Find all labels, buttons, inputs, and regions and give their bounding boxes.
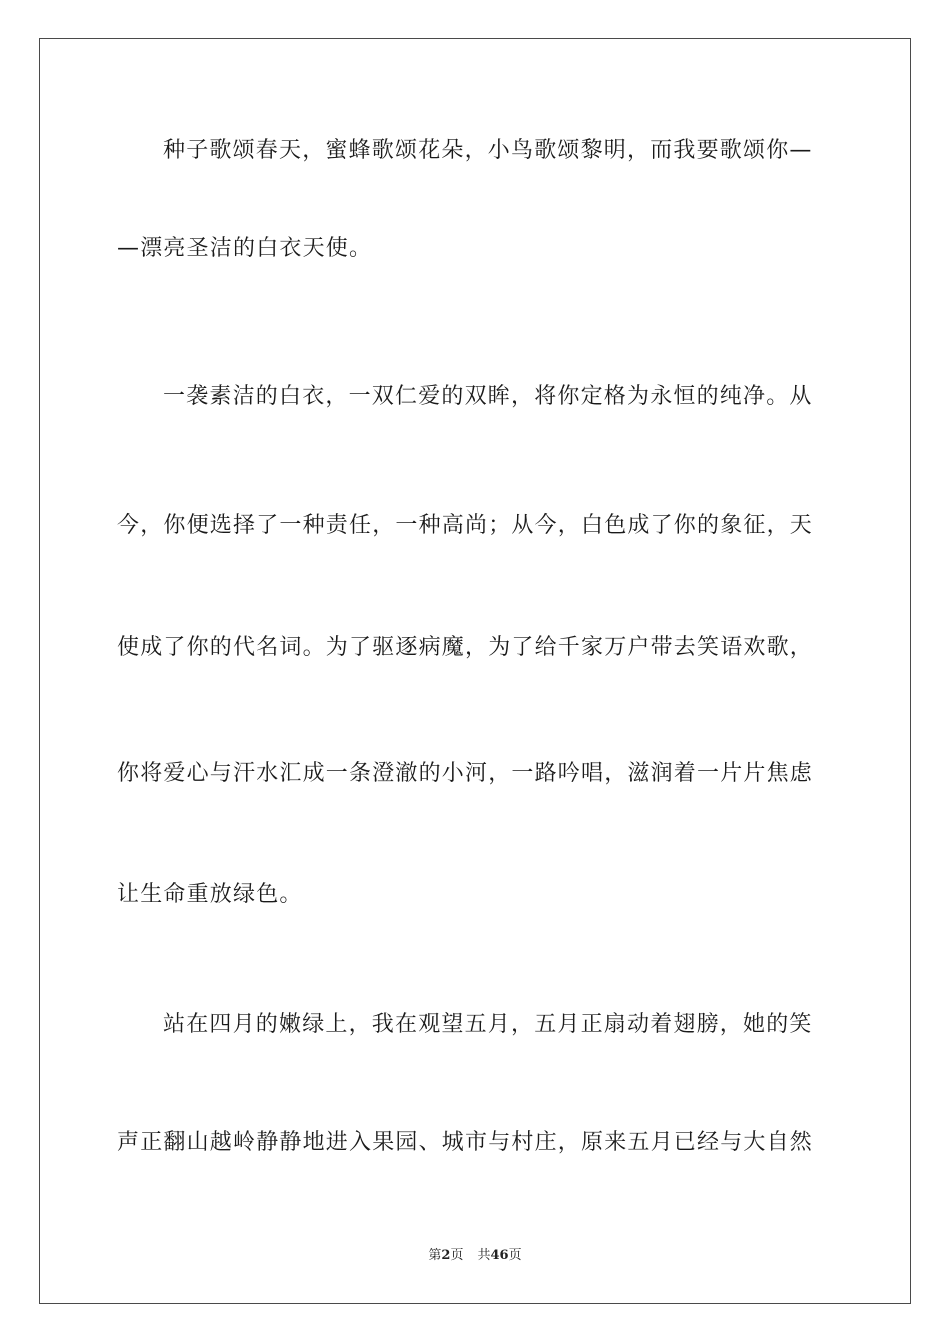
paragraph-2-line-4: 你将爱心与汗水汇成一条澄澈的小河，一路吟唱，滋润着一片片焦虑 xyxy=(117,761,814,786)
paragraph-2-line-3: 使成了你的代名词。为了驱逐病魔，为了给千家万户带去笑语欢歌， xyxy=(117,635,814,660)
paragraph-1-line-1: 种子歌颂春天，蜜蜂歌颂花朵，小鸟歌颂黎明，而我要歌颂你— xyxy=(163,138,813,163)
page-frame xyxy=(39,38,911,1304)
paragraph-1-line-2: —漂亮圣洁的白衣天使。 xyxy=(117,236,373,261)
page-suffix: 页 xyxy=(450,1248,464,1263)
paragraph-2-line-2: 今，你便选择了一种责任，一种高尚；从今，白色成了你的象征，天 xyxy=(117,513,814,538)
page-footer xyxy=(0,1247,950,1265)
paragraph-3-line-2: 声正翻山越岭静静地进入果园、城市与村庄，原来五月已经与大自然 xyxy=(117,1130,814,1155)
paragraph-2-line-1: 一袭素洁的白衣，一双仁爱的双眸，将你定格为永恒的纯净。从 xyxy=(163,384,813,409)
total-pages: 46 xyxy=(490,1248,509,1263)
total-suffix: 页 xyxy=(508,1248,522,1263)
page-prefix: 第 xyxy=(428,1248,442,1263)
paragraph-2-line-5: 让生命重放绿色。 xyxy=(117,882,303,907)
paragraph-3-line-1: 站在四月的嫩绿上，我在观望五月，五月正扇动着翅膀，她的笑 xyxy=(163,1012,813,1037)
page-number: 2 xyxy=(441,1248,451,1263)
total-prefix: 共 xyxy=(477,1248,491,1263)
